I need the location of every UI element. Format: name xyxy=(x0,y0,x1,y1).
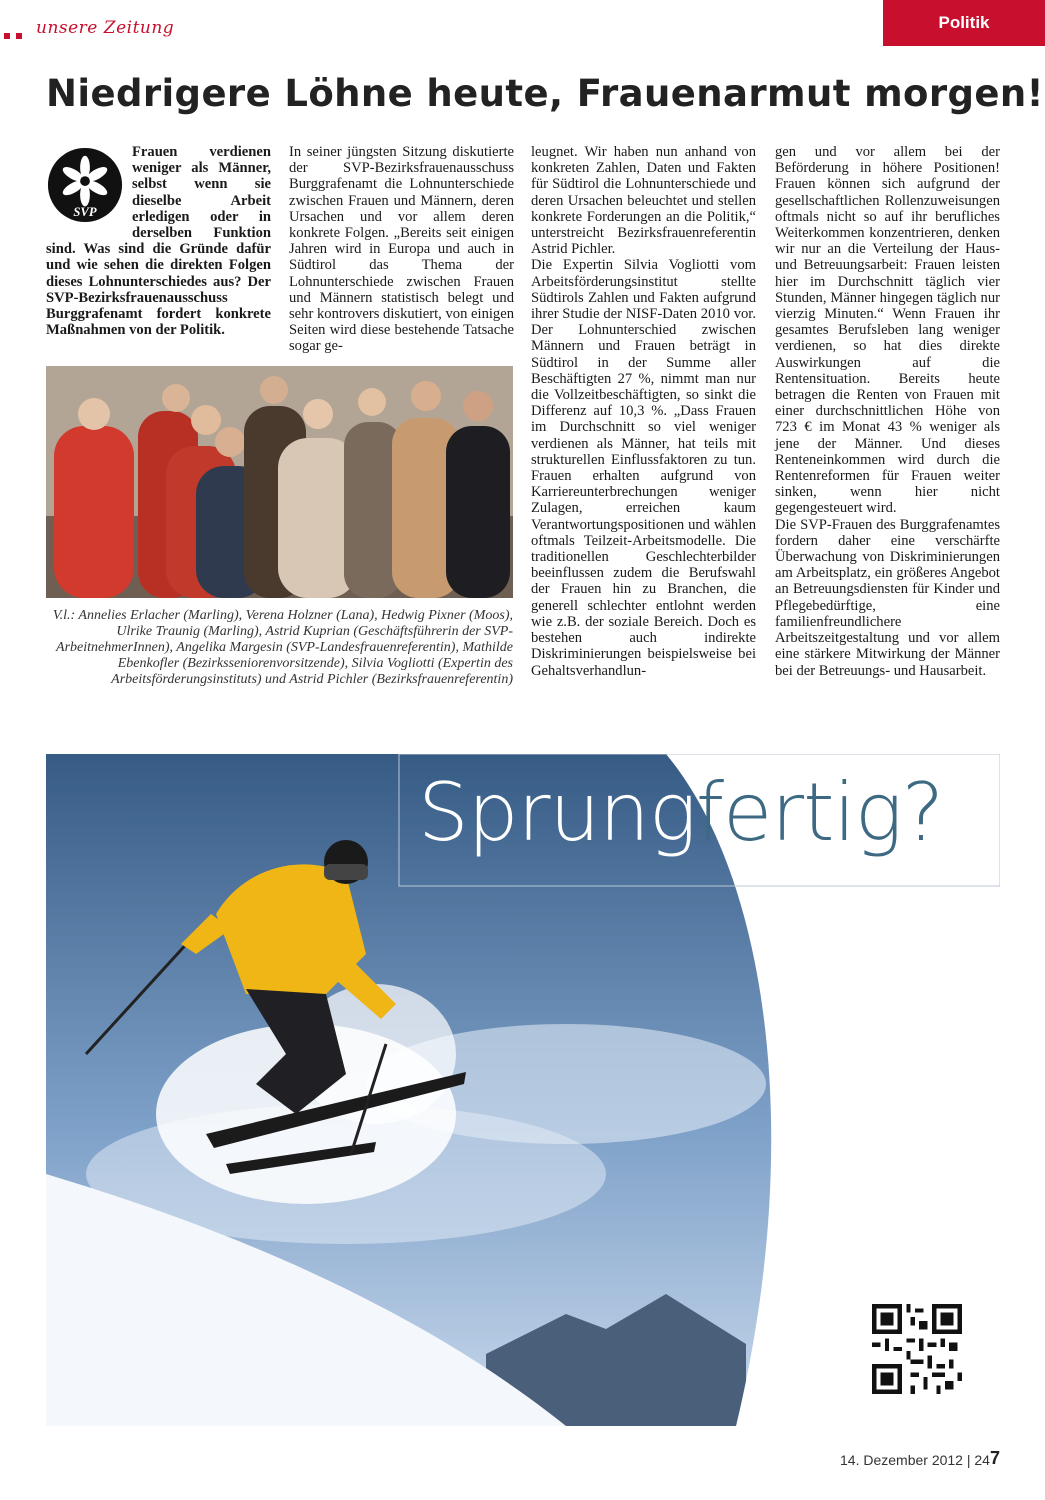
ski-advertisement xyxy=(46,754,1000,1426)
ad-headline-part-1: Sprung xyxy=(418,766,696,859)
issue-date: 14. Dezember 2012 | 24 xyxy=(840,1452,990,1468)
article-column-2 xyxy=(289,144,514,355)
article-intro-block xyxy=(46,144,271,338)
ad-headline xyxy=(418,766,943,859)
group-photo xyxy=(46,366,513,598)
ad-headline-part-2: fertig? xyxy=(695,766,944,859)
qr-code-icon[interactable] xyxy=(872,1304,962,1394)
intro-text: Frauen verdienen weniger als Männer, selbst wenn sie dieselbe Arbeit erledigen oder in derselben Funktion sind. Was sind die Gründe dafür und wie sehen die direkten Folgen dieses Lohnunterschiedes aus? Der SVP-Bezirksfrauenausschuss Burggrafenamt fordert konkrete Maßnahmen von der Politik. xyxy=(46,144,271,339)
group-photo-illustration xyxy=(46,366,513,598)
photo-caption: V.l.: Annelies Erlacher (Marling), Verena Holzner (Lana), Hedwig Pixner (Moos), Ulrike Traunig (Marling), Astrid Kuprian (Geschäftsführerin der SVP-ArbeitnehmerInnen), Angelika Margesin (SVP-Landesfrauenreferentin), Mathilde Ebenkofler (Bezirksseniorenvorsitzende), Silvia Vogliotti (Expertin des Arbeitsförderungsinstituts) und Astrid Pichler (Bezirksfrauenreferentin) xyxy=(52,608,513,687)
paragraph: leugnet. Wir haben nun anhand von konkreten Zahlen, Daten und Fakten für Südtirol die Lohnunterschiede und deren Ursachen beleuchtet und stellen konkrete Forderungen an die Politik,“ unterstreicht Bezirksfrauenreferentin Astrid Pichler. xyxy=(531,144,756,258)
svg-text:SVP: SVP xyxy=(73,205,97,220)
paragraph: In seiner jüngsten Sitzung diskutierte der SVP-Bezirksfrauenausschuss Burggrafenamt die Lohnunterschiede zwischen Frauen und Männern, deren Ursachen und vor allem deren konkrete Folgen. „Bereits seit einigen Jahren wird in Europa und auch in Südtirol das Thema der Lohnunterschiede zwischen Frauen und Männern statistisch belegt und sehr kontrovers diskutiert, von einigen Seiten wird diese bestehende Tatsache sogar ge- xyxy=(289,144,514,355)
masthead-squares xyxy=(4,26,28,44)
page-number: 7 xyxy=(990,1448,1001,1468)
article-headline: Niedrigere Löhne heute, Frauenarmut morgen! xyxy=(46,72,1044,115)
article-column-3 xyxy=(531,144,756,679)
paragraph: Die SVP-Frauen des Burggrafenamtes fordern daher eine verschärfte Überwachung von Diskriminierungen am Arbeitsplatz, ein größeres Angebot an Betreuungsdiensten für Kinder und Pflegebedürftige, eine familienfreundlichere Arbeitszeitgestaltung und vor allem eine stärkere Mitwirkung der Männer bei der Betreuungs- und Hausarbeit. xyxy=(775,516,1000,679)
paragraph: Die Expertin Silvia Vogliotti vom Arbeitsförderungsinstitut stellte Südtirols Zahlen und Fakten aufgrund ihrer Studie der NISF-Daten 2010 vor. Der Lohnunterschied zwischen Männern und Frauen beträgt in Südtirol in der Summe aller Beschäftigten 27 %, nimmt man nur die Vollzeitbeschäftigten, so sinkt die Differenz auf 10,3 %. „Dass Frauen im Durchschnitt so viel weniger verdienen als Männer, hat teils mit strukturellen Einflussfaktoren zu tun. Frauen erhalten aufgrund von Karriereunterbrechungen weniger Zulagen, erreichen kaum Verantwortungspositionen und wählen oftmals Teilzeit-Arbeitsmodelle. Die traditionellen Geschlechterbilder beeinflussen zudem die Berufswahl der Frauen hin zu Branchen, die generell schlechter entlohnt werden wie z.B. der soziale Bereich. Doch es bestehen auch indirekte Diskriminierungen beispielsweise bei Gehaltsverhandlun- xyxy=(531,257,756,679)
svp-edelweiss-logo xyxy=(46,146,124,224)
paragraph: gen und vor allem bei der Beförderung in höhere Positionen! Frauen können sich aufgrund der gesellschaftlichen Rollenzuweisungen oftmals nicht so auf ihr berufliches Weiterkommen konzentrieren, denken wir nur an die Verteilung der Haus- und Betreuungsarbeit: Frauen leisten hier im Durchschnitt täglich vier Stunden, Männer hingegen täglich nur vierzig Minuten.“ Wenn Frauen ihr gesamtes Berufsleben lang weniger verdienen, so hat dies direkte Auswirkungen auf die Rentensituation. Bereits heute betragen die Renten von Frauen mit einer durchschnittlichen Höhe von 723 € im Monat 43 % weniger als jene der Männer. Und dieses Renteneinkommen wird durch die Rentenreformen für Frauen weiter sinken, wenn hier nicht gegengesteuert wird. xyxy=(775,144,1000,517)
article-column-4 xyxy=(775,144,1000,679)
section-tab: Politik xyxy=(883,0,1045,46)
masthead-logo: unsere Zeitung xyxy=(36,18,175,38)
